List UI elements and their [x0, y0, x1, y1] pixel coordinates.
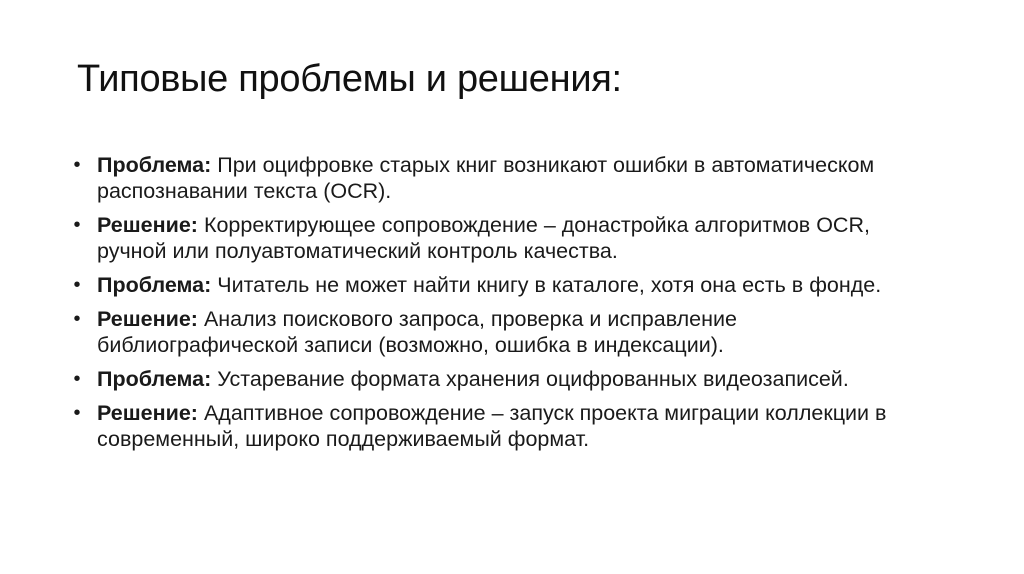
item-label: Решение:: [97, 401, 198, 425]
list-item: [70, 366, 930, 392]
list-item: [70, 272, 930, 298]
bullet-icon: •: [73, 274, 81, 296]
item-label: Решение:: [97, 213, 198, 237]
slide-title: Типовые проблемы и решения:: [77, 58, 622, 100]
bullet-icon: •: [73, 308, 81, 330]
bullet-list: [70, 152, 930, 460]
list-item: [70, 212, 930, 264]
bullet-icon: •: [73, 368, 81, 390]
item-text: Читатель не может найти книгу в каталоге, хотя она есть в фонде.: [211, 273, 882, 297]
item-text: Корректирующее сопровождение – донастройка алгоритмов OCR, ручной или полуавтоматический контроль качества.: [97, 213, 870, 263]
item-text: Анализ поискового запроса, проверка и исправление библиографической записи (возможно, ошибка в индексации).: [97, 307, 737, 357]
item-label: Проблема:: [97, 153, 212, 177]
list-item: [70, 306, 930, 358]
item-text: При оцифровке старых книг возникают ошибки в автоматическом распознавании текста (OCR).: [97, 153, 875, 203]
bullet-icon: •: [73, 154, 81, 176]
item-label: Решение:: [97, 307, 198, 331]
list-item: [70, 400, 930, 452]
item-label: Проблема:: [97, 367, 212, 391]
item-text: Адаптивное сопровождение – запуск проекта миграции коллекции в современный, широко поддерживаемый формат.: [97, 401, 887, 451]
item-text: Устаревание формата хранения оцифрованных видеозаписей.: [211, 367, 849, 391]
bullet-icon: •: [73, 214, 81, 236]
item-label: Проблема:: [97, 273, 212, 297]
list-item: [70, 152, 930, 204]
bullet-icon: •: [73, 402, 81, 424]
